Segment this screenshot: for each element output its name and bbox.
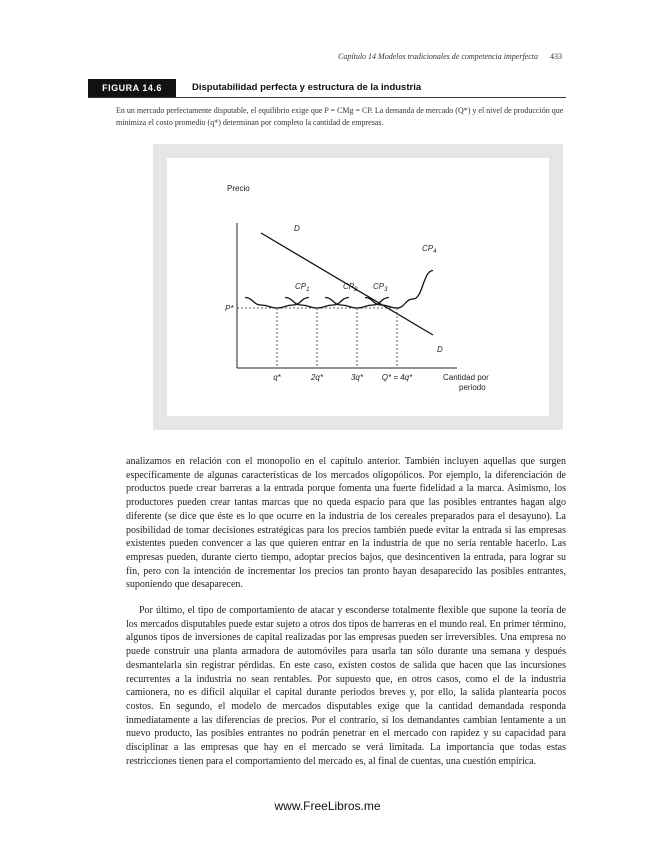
p-star-label: P* bbox=[225, 304, 234, 313]
label-d-bottom: D bbox=[437, 345, 443, 354]
curve-cp1 bbox=[245, 298, 309, 309]
chart-frame bbox=[153, 144, 563, 430]
x-axis-label-line1: Cantidad por bbox=[443, 373, 489, 382]
x-tick-label-4: Q* = 4q* bbox=[381, 373, 413, 382]
x-tick-label-2: 2q* bbox=[310, 373, 324, 382]
curve-cp2 bbox=[285, 298, 349, 309]
figure-caption: En un mercado perfectamente disputable, el equilibrio exige que P = CMg = CP. La demanda de mercado (Q*) y el nivel de producción que minimiza el costo promedio (q*) determinan por completo la cantidad de empresas. bbox=[116, 106, 564, 127]
figure-label: FIGURA 14.6 bbox=[88, 79, 176, 97]
label-cp3: $CP_3$ bbox=[373, 282, 388, 293]
x-axis-label-line2: periodo bbox=[459, 383, 486, 392]
chart-panel bbox=[167, 158, 549, 416]
footer-watermark: www.FreeLibros.me bbox=[274, 799, 381, 813]
x-tick-label-3: 3q* bbox=[350, 373, 364, 382]
label-d-top: D bbox=[294, 224, 300, 233]
page-number: 433 bbox=[550, 52, 562, 61]
running-head bbox=[338, 52, 562, 61]
y-axis-label: Precio bbox=[227, 184, 250, 193]
figure-title: Disputabilidad perfecta y estructura de la industria bbox=[192, 82, 422, 93]
label-cp4: $CP_4$ bbox=[422, 244, 437, 255]
contestable-market-chart bbox=[167, 158, 549, 416]
label-cp1: $CP_1$ bbox=[295, 282, 310, 293]
x-tick-label-1: q* bbox=[273, 373, 281, 382]
body-paragraph-2: Por último, el tipo de comportamiento de atacar y esconderse totalmente flexible que supone la teoría de los mercados disputables puede estar sujeto a otros dos tipos de barreras en el mundo real. En primer término, algunos tipos de inversiones de capital realizadas por las empresas pueden ser irreversibles. Una empresa no puede construir una planta armadora de automóviles para usarla tan sólo durante una semana y después desmantelarla sin registrar pérdidas. En este caso, existen costos de salida que hacen que las incursiones recurrentes a la industria no sean rentables. Por supuesto que, en otros casos, como el de la industria camionera, no es difícil alquilar el capital durante periodos breves y, por ello, la salida plantearía pocos costos. En segundo, el modelo de mercados disputables exige que la cantidad demandada responda inmediatamente a las diferencias de precios. Por el contrario, si los demandantes cambian lentamente a un nuevo producto, las posibles entrantes no podrán penetrar en el mercado con rapidez y su capacidad para disciplinar a las empresas que hay en el mercado se verá limitada. La importancia que todas estas restricciones tienen para el comportamiento del mercado es, al final de cuentas, una cuestión empírica. bbox=[126, 605, 566, 767]
body-paragraph-1: analizamos en relación con el monopolio en el capítulo anterior. También incluyen aquellas que surgen específicamente de algunas características de los mercados oligopólicos. Por ejemplo, la diferenciación de productos puede crear barreras a la entrada porque fomenta una fuerte fidelidad a la marca. Asimismo, los productores pueden crear tantas marcas que no queda espacio para que las posibles entrantes hagan algo diferente (se dice que éste es lo que ocurre en la industria de los cereales preparados para el desayuno). La posibilidad de tomar decisiones estratégicas para los precios también puede evitar la entrada si las empresas existentes pueden convencer a las que quieren entrar en la industria de que no sería rentable hacerlo. Las empresas pueden, durante cierto tiempo, adoptar precios bajos, que desincentiven la entrada, para lograr su fin, pero con la intención de incrementar los precios tan pronto hayan desaparecido las posibles entrantes, suponiendo que desaparecen. bbox=[126, 456, 566, 591]
figure-header bbox=[88, 79, 566, 98]
running-title: Capítulo 14 Modelos tradicionales de competencia imperfecta bbox=[338, 52, 538, 61]
label-cp2: $CP_2$ bbox=[343, 282, 358, 293]
